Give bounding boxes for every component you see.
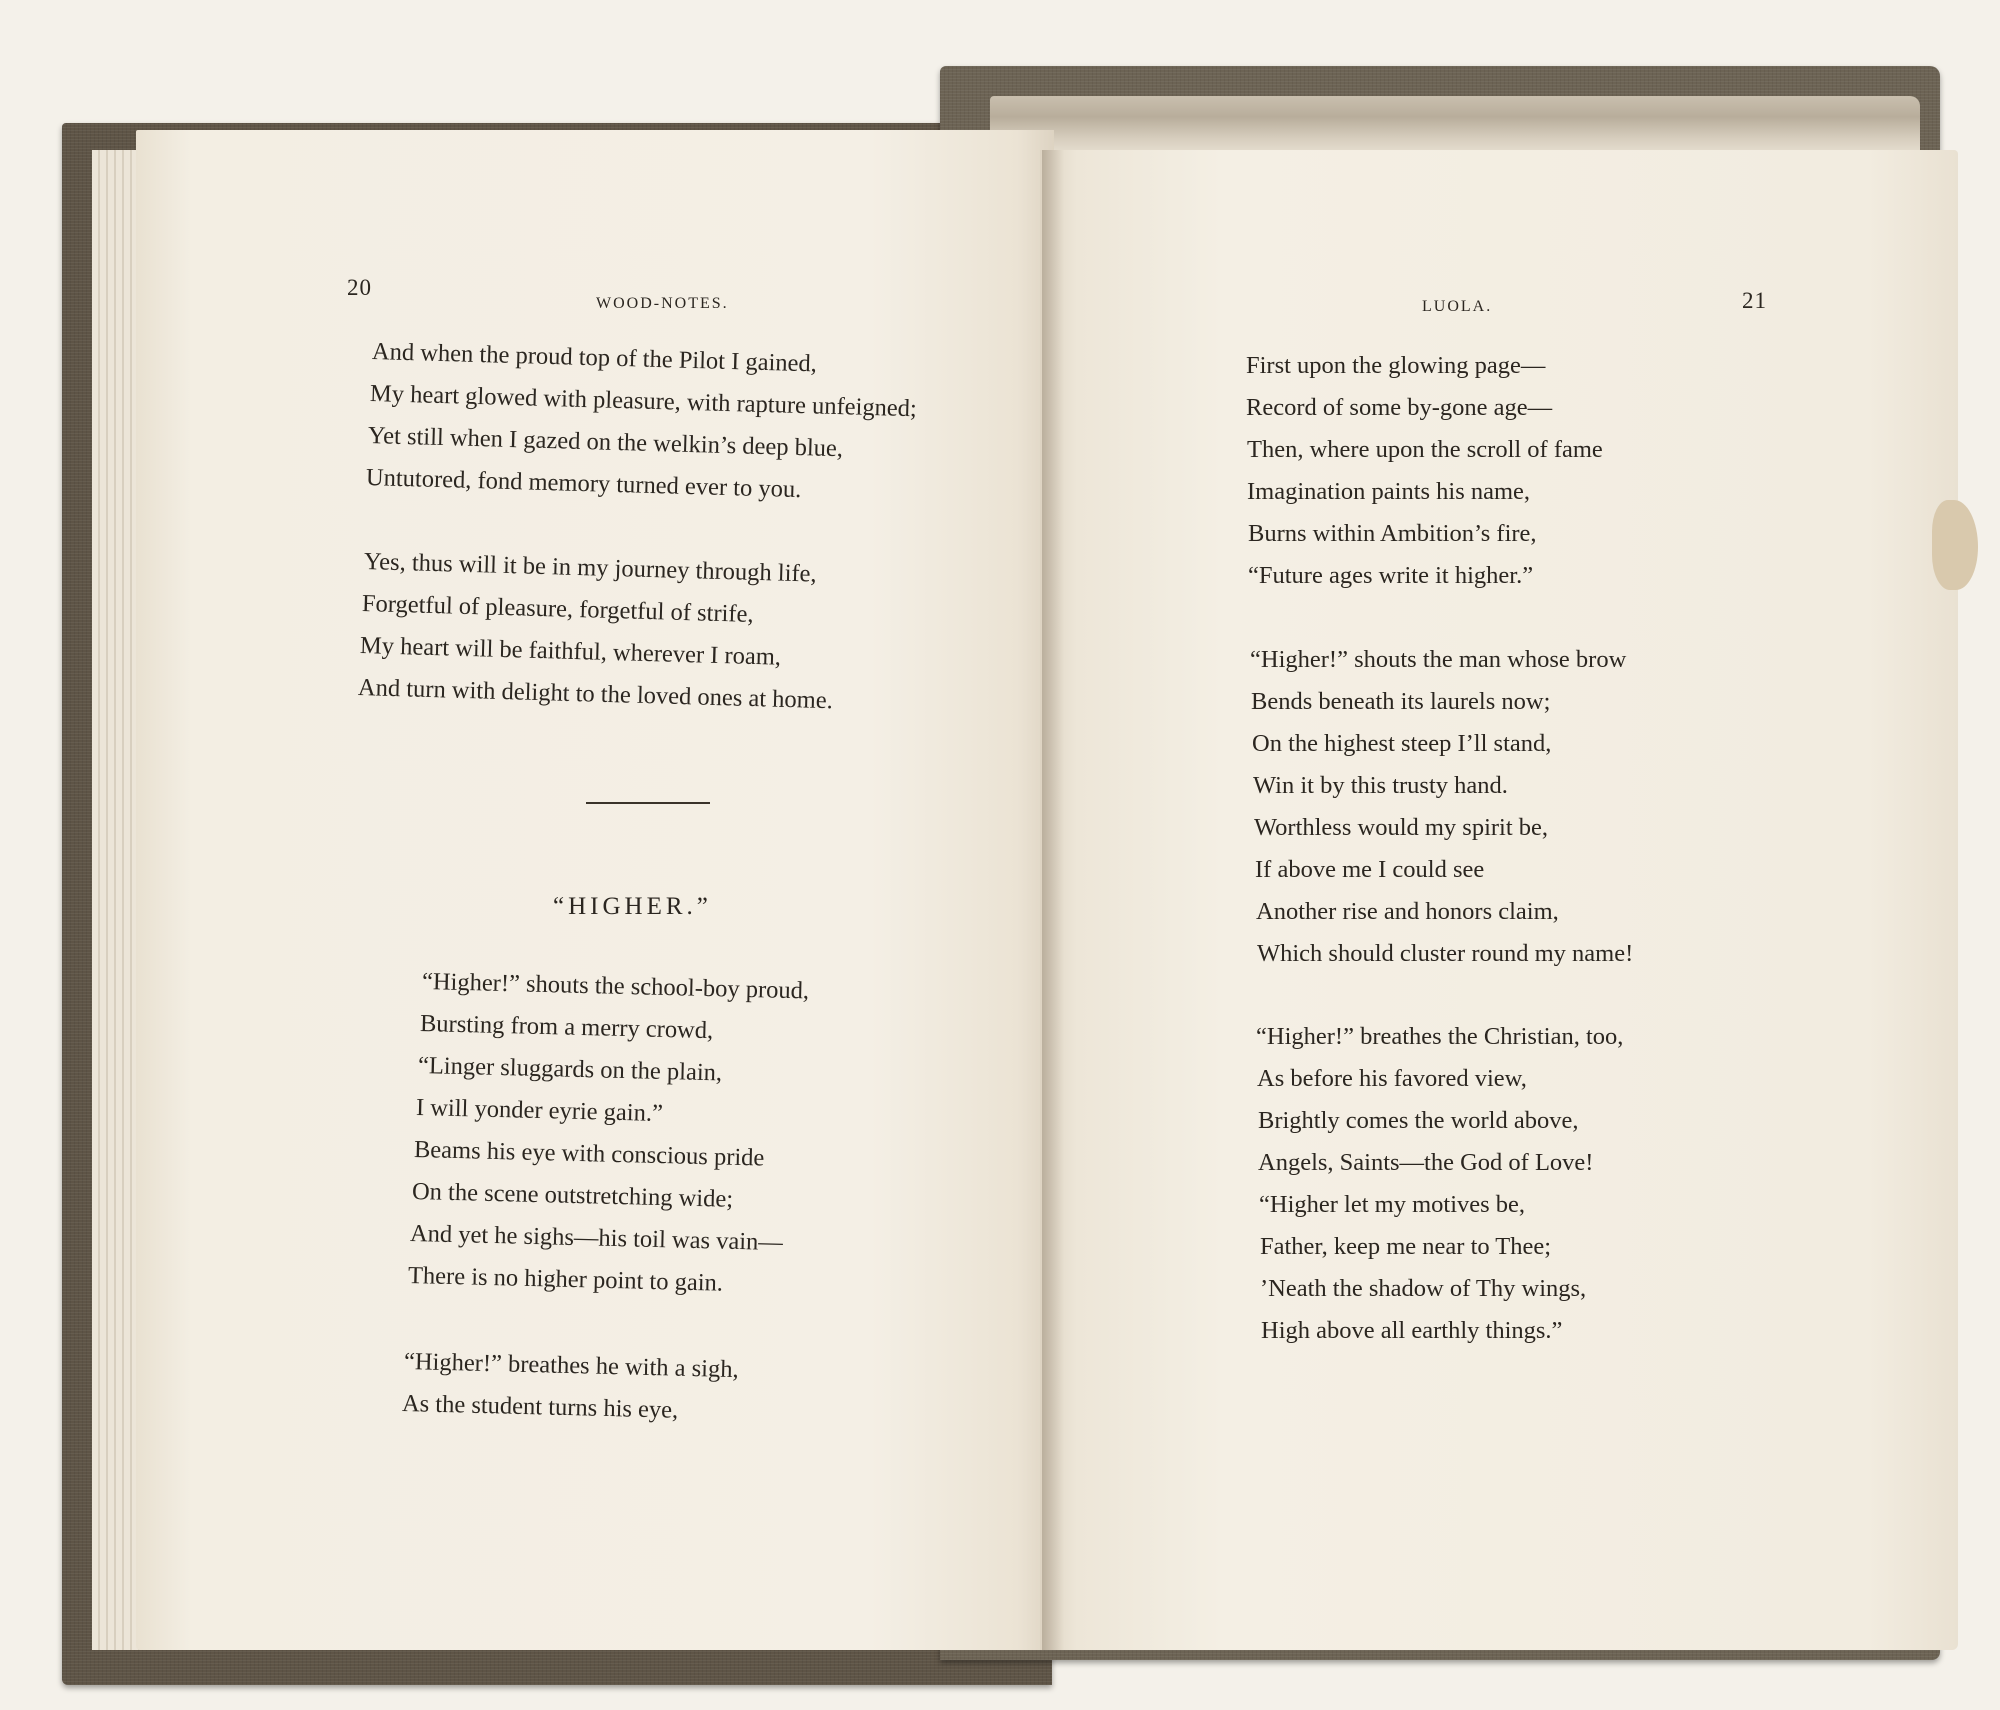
- right-line: ’Neath the shadow of Thy wings,: [1260, 1275, 1587, 1302]
- right-line: Then, where upon the scroll of fame: [1247, 436, 1603, 463]
- right-line: “Higher!” breathes the Christian, too,: [1256, 1023, 1624, 1050]
- right-line: Father, keep me near to Thee;: [1260, 1233, 1552, 1260]
- page-edges: [990, 96, 1920, 156]
- right-line: Another rise and honors claim,: [1256, 898, 1559, 925]
- left-line: Yet still when I gazed on the welkin’s deep blue,: [367, 422, 844, 463]
- right-line: If above me I could see: [1255, 856, 1485, 883]
- right-line: Record of some by-gone age—: [1246, 394, 1553, 421]
- left-line: There is no higher point to gain.: [407, 1262, 724, 1297]
- right-line: First upon the glowing page—: [1246, 352, 1546, 379]
- right-line: Burns within Ambition’s fire,: [1248, 520, 1537, 547]
- left-line: On the scene outstretching wide;: [411, 1178, 734, 1213]
- right-line: On the highest steep I’ll stand,: [1252, 730, 1552, 757]
- right-line: Imagination paints his name,: [1247, 478, 1531, 505]
- left-line: Bursting from a merry crowd,: [419, 1010, 714, 1045]
- page-tear: [1932, 500, 1978, 590]
- right-line: As before his favored view,: [1257, 1065, 1527, 1092]
- right-line: Which should cluster round my name!: [1257, 940, 1634, 967]
- right-line: Angels, Saints—the God of Love!: [1258, 1149, 1594, 1176]
- left-line: My heart will be faithful, wherever I roam,: [359, 632, 782, 671]
- left-line: As the student turns his eye,: [401, 1390, 679, 1424]
- left-line: “Linger sluggards on the plain,: [417, 1052, 723, 1087]
- left-line: And yet he sighs—his toil was vain—: [409, 1220, 784, 1257]
- left-line: Beams his eye with conscious pride: [413, 1136, 765, 1172]
- left-line: “Higher!” shouts the school-boy proud,: [421, 968, 810, 1005]
- gutter-shadow: [1042, 150, 1064, 1650]
- left-line: Forgetful of pleasure, forgetful of strife,: [361, 590, 754, 628]
- left-page-number: 20: [347, 275, 372, 300]
- section-divider: [586, 802, 710, 804]
- left-line: Untutored, fond memory turned ever to you.: [365, 464, 802, 504]
- right-line: High above all earthly things.”: [1261, 1317, 1563, 1344]
- right-line: “Higher!” shouts the man whose brow: [1250, 646, 1627, 673]
- left-line: I will yonder eyrie gain.”: [415, 1094, 664, 1128]
- right-line: “Future ages write it higher.”: [1248, 562, 1534, 589]
- left-line: “Higher!” breathes he with a sigh,: [403, 1348, 739, 1384]
- poem-title: “HIGHER.”: [553, 893, 712, 920]
- left-running-head: WOOD-NOTES.: [596, 295, 729, 312]
- left-line: And when the proud top of the Pilot I gained,: [371, 338, 818, 378]
- right-line: “Higher let my motives be,: [1259, 1191, 1526, 1218]
- right-running-head: LUOLA.: [1422, 298, 1493, 315]
- right-line: Win it by this trusty hand.: [1253, 772, 1508, 799]
- right-line: Worthless would my spirit be,: [1254, 814, 1549, 841]
- right-line: Brightly comes the world above,: [1258, 1107, 1579, 1134]
- left-line: My heart glowed with pleasure, with rapture unfeigned;: [369, 380, 918, 423]
- right-line: Bends beneath its laurels now;: [1251, 688, 1551, 715]
- left-line: Yes, thus will it be in my journey through life,: [363, 548, 818, 588]
- right-page-number: 21: [1742, 288, 1767, 313]
- left-line: And turn with delight to the loved ones at home.: [357, 674, 834, 715]
